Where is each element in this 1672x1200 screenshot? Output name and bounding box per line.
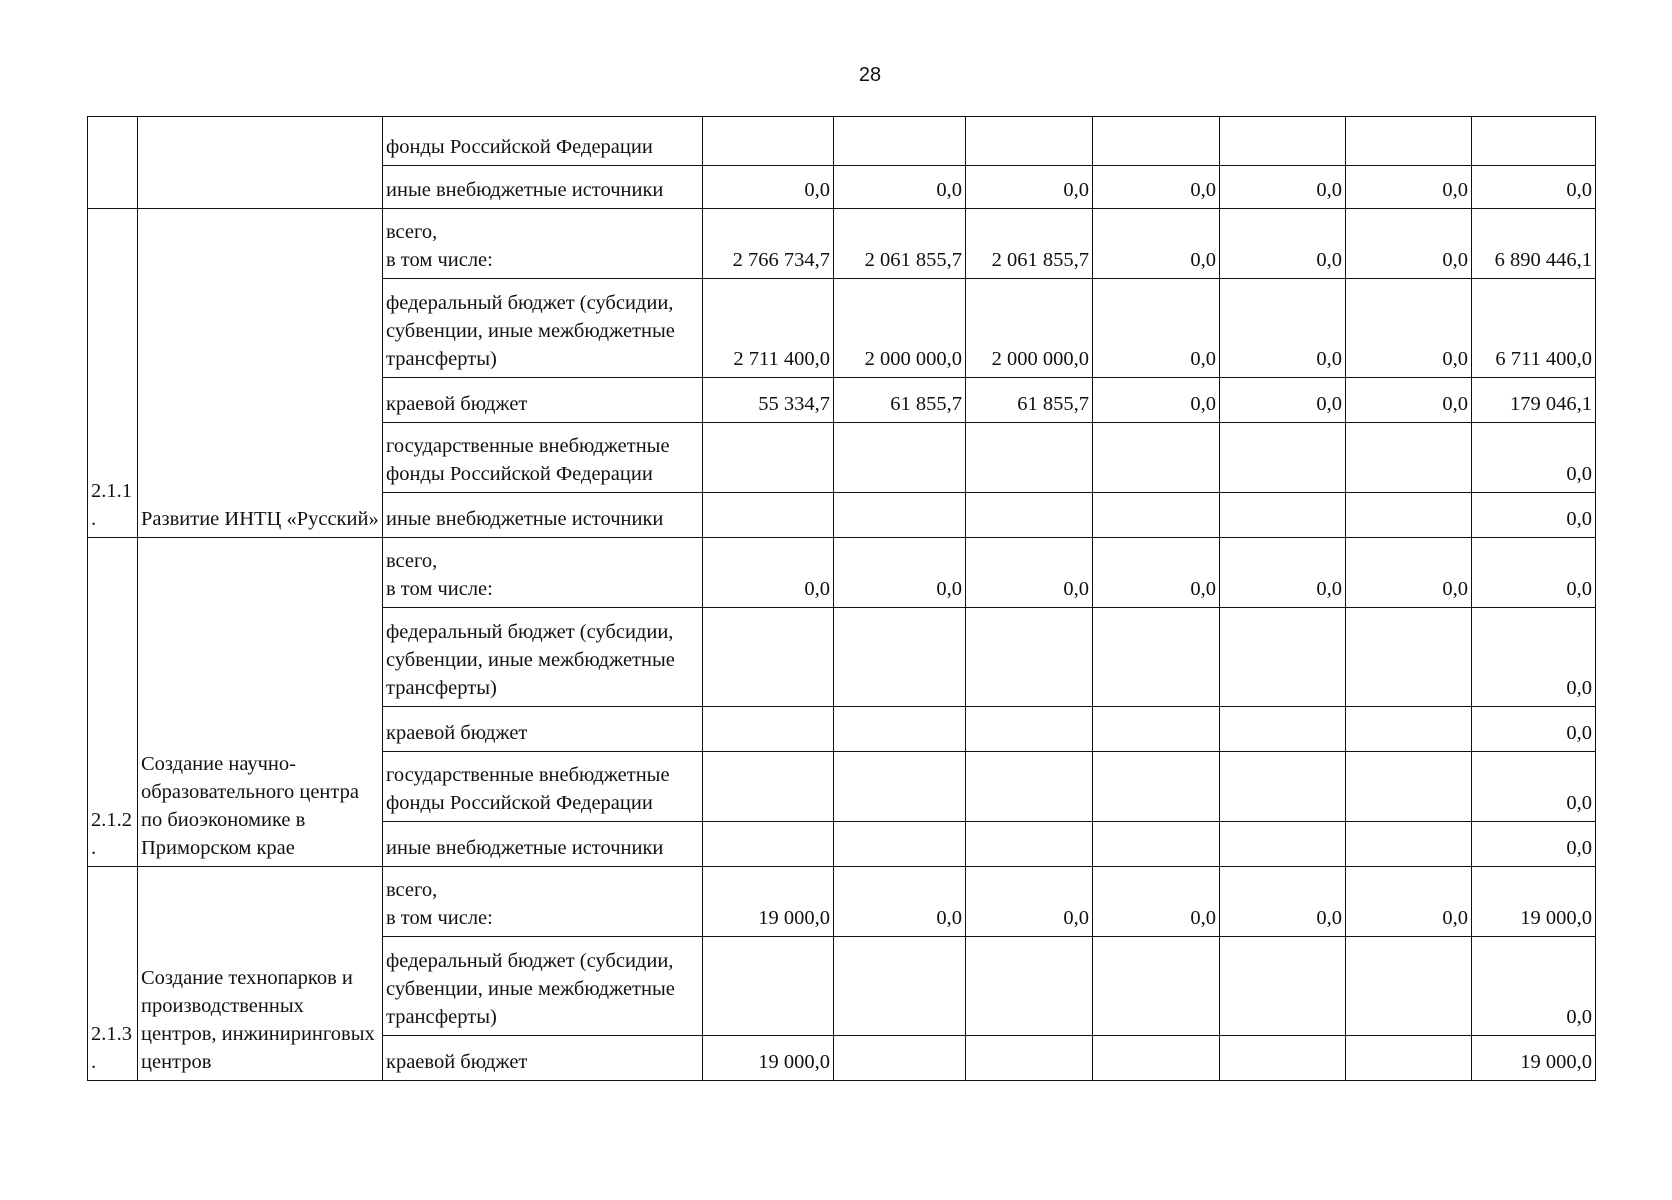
total-value-cell: 0,0: [1472, 538, 1596, 608]
year-value-cell: [1093, 937, 1220, 1036]
year-value-cell: 0,0: [1346, 279, 1472, 378]
year-value-cell: [834, 752, 966, 822]
funding-source: государственные внебюджетные фонды Российской Федерации: [383, 423, 703, 493]
year-value-cell: [703, 937, 834, 1036]
year-value-cell: 0,0: [1220, 867, 1346, 937]
year-value-cell: 0,0: [966, 166, 1093, 209]
budget-table: [87, 116, 1596, 1081]
year-value-cell: 0,0: [1346, 378, 1472, 423]
total-value-cell: 0,0: [1472, 166, 1596, 209]
year-value-cell: 0,0: [966, 538, 1093, 608]
year-value-cell: [834, 608, 966, 707]
budget-table-body: [88, 117, 1596, 1081]
year-value-cell: [1220, 822, 1346, 867]
year-value-cell: 0,0: [1220, 279, 1346, 378]
year-value-cell: 19 000,0: [703, 1036, 834, 1081]
year-value-cell: [1093, 1036, 1220, 1081]
total-value-cell: 0,0: [1472, 752, 1596, 822]
item-code: [88, 117, 138, 209]
year-value-cell: [1093, 822, 1220, 867]
funding-source: всего, в том числе:: [383, 538, 703, 608]
year-value-cell: [703, 117, 834, 166]
year-value-cell: 0,0: [1093, 867, 1220, 937]
year-value-cell: [834, 937, 966, 1036]
year-value-cell: 2 711 400,0: [703, 279, 834, 378]
year-value-cell: [834, 707, 966, 752]
year-value-cell: [1220, 608, 1346, 707]
year-value-cell: [1093, 423, 1220, 493]
year-value-cell: 2 000 000,0: [966, 279, 1093, 378]
total-value-cell: [1472, 117, 1596, 166]
funding-source: иные внебюджетные источники: [383, 493, 703, 538]
total-value-cell: 0,0: [1472, 822, 1596, 867]
year-value-cell: [1346, 752, 1472, 822]
funding-source: фонды Российской Федерации: [383, 117, 703, 166]
year-value-cell: 2 000 000,0: [834, 279, 966, 378]
year-value-cell: 0,0: [1220, 209, 1346, 279]
year-value-cell: 0,0: [1093, 166, 1220, 209]
funding-source: краевой бюджет: [383, 378, 703, 423]
total-value-cell: 6 890 446,1: [1472, 209, 1596, 279]
year-value-cell: 0,0: [1093, 378, 1220, 423]
year-value-cell: [1346, 707, 1472, 752]
year-value-cell: 0,0: [834, 867, 966, 937]
funding-source: государственные внебюджетные фонды Российской Федерации: [383, 752, 703, 822]
year-value-cell: [966, 937, 1093, 1036]
table-row: [88, 209, 1596, 279]
year-value-cell: [1220, 752, 1346, 822]
year-value-cell: [966, 1036, 1093, 1081]
funding-source: иные внебюджетные источники: [383, 822, 703, 867]
year-value-cell: 0,0: [1346, 867, 1472, 937]
year-value-cell: [966, 423, 1093, 493]
year-value-cell: [1346, 493, 1472, 538]
funding-source: краевой бюджет: [383, 707, 703, 752]
funding-source: всего, в том числе:: [383, 209, 703, 279]
table-row: [88, 117, 1596, 166]
year-value-cell: [1093, 707, 1220, 752]
year-value-cell: 0,0: [1220, 538, 1346, 608]
year-value-cell: [1346, 117, 1472, 166]
funding-source: краевой бюджет: [383, 1036, 703, 1081]
year-value-cell: [1093, 493, 1220, 538]
year-value-cell: [1346, 822, 1472, 867]
year-value-cell: [1093, 752, 1220, 822]
year-value-cell: 0,0: [1220, 378, 1346, 423]
year-value-cell: [1220, 493, 1346, 538]
year-value-cell: [966, 117, 1093, 166]
year-value-cell: [703, 752, 834, 822]
year-value-cell: 0,0: [1093, 538, 1220, 608]
total-value-cell: 179 046,1: [1472, 378, 1596, 423]
year-value-cell: [966, 493, 1093, 538]
funding-source: федеральный бюджет (субсидии, субвенции, иные межбюджетные трансферты): [383, 937, 703, 1036]
year-value-cell: [703, 608, 834, 707]
year-value-cell: 0,0: [834, 166, 966, 209]
year-value-cell: 0,0: [1093, 279, 1220, 378]
year-value-cell: [966, 707, 1093, 752]
year-value-cell: [703, 493, 834, 538]
item-name: [138, 117, 383, 209]
year-value-cell: [1220, 707, 1346, 752]
year-value-cell: [1346, 937, 1472, 1036]
year-value-cell: 0,0: [1346, 209, 1472, 279]
year-value-cell: [703, 822, 834, 867]
year-value-cell: [1346, 1036, 1472, 1081]
year-value-cell: [703, 707, 834, 752]
item-code: 2.1.3 .: [88, 867, 138, 1081]
year-value-cell: 2 061 855,7: [966, 209, 1093, 279]
year-value-cell: 0,0: [703, 166, 834, 209]
total-value-cell: 0,0: [1472, 493, 1596, 538]
year-value-cell: [703, 423, 834, 493]
funding-source: федеральный бюджет (субсидии, субвенции, иные межбюджетные трансферты): [383, 279, 703, 378]
year-value-cell: 0,0: [1346, 538, 1472, 608]
year-value-cell: 0,0: [966, 867, 1093, 937]
year-value-cell: [834, 117, 966, 166]
total-value-cell: 19 000,0: [1472, 867, 1596, 937]
year-value-cell: [1220, 117, 1346, 166]
year-value-cell: [966, 752, 1093, 822]
year-value-cell: 2 061 855,7: [834, 209, 966, 279]
year-value-cell: [834, 1036, 966, 1081]
item-name: Создание технопарков и производственных центров, инжиниринговых центров: [138, 867, 383, 1081]
item-code: 2.1.1 .: [88, 209, 138, 538]
year-value-cell: [834, 822, 966, 867]
year-value-cell: 0,0: [1346, 166, 1472, 209]
page-number: 28: [858, 64, 882, 86]
year-value-cell: [1220, 937, 1346, 1036]
year-value-cell: [834, 493, 966, 538]
year-value-cell: 61 855,7: [966, 378, 1093, 423]
total-value-cell: 0,0: [1472, 423, 1596, 493]
year-value-cell: 55 334,7: [703, 378, 834, 423]
item-name: Создание научно-образовательного центра по биоэкономике в Приморском крае: [138, 538, 383, 867]
total-value-cell: 0,0: [1472, 608, 1596, 707]
total-value-cell: 0,0: [1472, 937, 1596, 1036]
year-value-cell: 19 000,0: [703, 867, 834, 937]
table-row: [88, 867, 1596, 937]
year-value-cell: [1346, 608, 1472, 707]
year-value-cell: [966, 822, 1093, 867]
item-code: 2.1.2 .: [88, 538, 138, 867]
total-value-cell: 6 711 400,0: [1472, 279, 1596, 378]
year-value-cell: [834, 423, 966, 493]
year-value-cell: [1346, 423, 1472, 493]
funding-source: всего, в том числе:: [383, 867, 703, 937]
year-value-cell: [1220, 423, 1346, 493]
total-value-cell: 0,0: [1472, 707, 1596, 752]
year-value-cell: 0,0: [703, 538, 834, 608]
year-value-cell: 61 855,7: [834, 378, 966, 423]
year-value-cell: [1093, 117, 1220, 166]
year-value-cell: [966, 608, 1093, 707]
year-value-cell: [1220, 1036, 1346, 1081]
year-value-cell: 0,0: [1220, 166, 1346, 209]
year-value-cell: 0,0: [834, 538, 966, 608]
funding-source: иные внебюджетные источники: [383, 166, 703, 209]
total-value-cell: 19 000,0: [1472, 1036, 1596, 1081]
item-name: Развитие ИНТЦ «Русский»: [138, 209, 383, 538]
year-value-cell: 2 766 734,7: [703, 209, 834, 279]
year-value-cell: 0,0: [1093, 209, 1220, 279]
table-row: [88, 538, 1596, 608]
funding-source: федеральный бюджет (субсидии, субвенции, иные межбюджетные трансферты): [383, 608, 703, 707]
year-value-cell: [1093, 608, 1220, 707]
